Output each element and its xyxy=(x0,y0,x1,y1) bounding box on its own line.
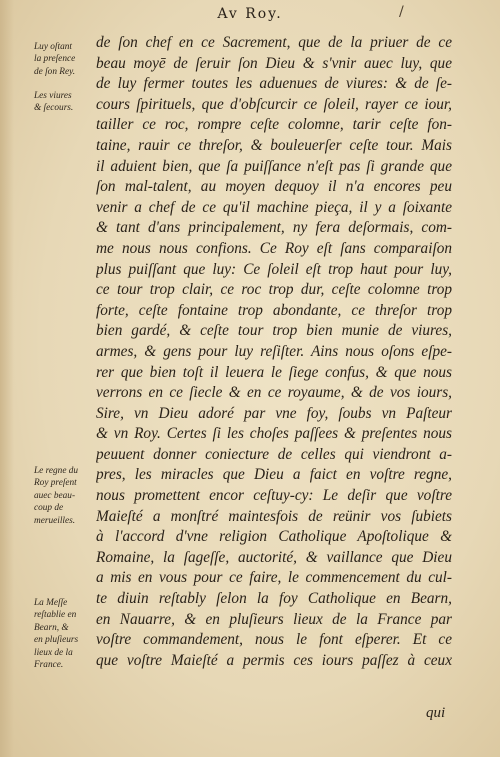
body-text xyxy=(96,33,452,671)
margin-note-line: auec beau- xyxy=(34,490,76,501)
running-head: Av Roy. xyxy=(217,6,283,22)
margin-note-line: Les viures xyxy=(34,91,72,101)
text-line: taine, rauir ce threſor, & bouleuerſer ceſte tour. Mais xyxy=(96,136,452,154)
margin-note-line: & ſecours. xyxy=(34,103,74,114)
text-line: rer que bien toſt il leuera le ſiege confus, & que nous xyxy=(96,363,452,381)
margin-note-3 xyxy=(34,465,102,527)
text-line: Romaine, la ſageſſe, auctorité, & vaillance que Dieu xyxy=(96,548,452,566)
text-line: venir a chef de ce qu'il machine pieça, il y a ſoixante xyxy=(96,198,452,216)
text-line: voſtre commandement, nous le font eſperer. Et ce xyxy=(96,631,452,649)
margin-note-line: Luy oſtant xyxy=(34,42,72,52)
margin-note-line: reſtablie en xyxy=(34,610,77,621)
text-line: en Nauarre, & en pluſieurs lieux de la France par xyxy=(96,610,452,628)
text-line: Maieſté a monſtré maintesfois de reünir vos ſubiets xyxy=(96,507,452,525)
text-line: me nous nous confions. Ce Roy eſt ſans comparaiſon xyxy=(96,239,452,257)
margin-note-line: Le regne du xyxy=(34,466,79,476)
margin-note-4 xyxy=(34,597,102,671)
margin-note-line: merueilles. xyxy=(34,515,76,526)
text-line: Sire, vn Dieu adoré par vne foy, ſoubs vn Paſteur xyxy=(96,404,452,422)
text-line: peuuent donner coniecture de celles qui viendront a- xyxy=(96,445,452,463)
margin-note-line: France. xyxy=(34,660,64,671)
text-line: forte, ceſte fontaine trop abondante, ce threſor trop xyxy=(96,301,452,319)
margin-note-line: Bearn, & xyxy=(34,622,69,633)
text-line: tailler ce roc, rompre ceſte colomne, tarir ceſte fon- xyxy=(96,116,452,134)
margin-note-1 xyxy=(34,41,102,78)
text-line: pres, les miracles que Dieu a faict en voſtre regne, xyxy=(96,466,452,484)
text-line: il aduient bien, que ſa puiſſance n'eſt pas ſi grande que xyxy=(96,157,452,175)
text-line: ſon mal-talent, au moyen dequoy il n'a encores peu xyxy=(96,178,452,196)
text-line: nous promettent encor ceſtuy-cy: Le deſir que voſtre xyxy=(96,487,452,505)
text-line: & tant d'ans principalement, ny fera deſormais, com- xyxy=(96,219,452,237)
text-line: à l'accord d'vne religion Catholique Apoſtolique & xyxy=(96,528,452,546)
text-line: cours ſpirituels, que d'obſcurcir ce ſoleil, rayer ce iour, xyxy=(96,95,452,113)
margin-note-line: coup de xyxy=(34,503,64,514)
text-line: armes, & gens pour luy reſiſter. Ains nous oſons eſpe- xyxy=(96,342,452,360)
page-shadow-edge xyxy=(0,0,14,757)
catchword: qui xyxy=(426,705,446,721)
text-line: & vn Roy. Certes ſi les choſes paſſees & preſentes nous xyxy=(96,425,452,443)
margin-note-2 xyxy=(34,90,102,115)
text-line: ce tour trop clair, ce roc trop dur, ceſte colomne trop xyxy=(96,281,452,299)
page-mark: / xyxy=(399,4,404,20)
text-line: bien gardé, & ceſte tour trop bien munie de viures, xyxy=(96,322,452,340)
text-line: de luy fermer toutes les aduenues de viures: & de ſe- xyxy=(96,75,452,93)
text-line: verrons en ce ſiecle & en ce royaume, & de vos iours, xyxy=(96,384,452,402)
margin-note-line: Roy preſent xyxy=(34,478,77,489)
margin-note-line: en pluſieurs xyxy=(34,635,79,646)
text-line: te diuin reſtably ſelon la foy Catholique en Bearn, xyxy=(96,590,452,608)
text-line: beau moyē de ſeruir ſon Dieu & s'vnir auec luy, que xyxy=(96,54,452,72)
text-line: a mis en vous pour ce faire, le commencement du cul- xyxy=(96,569,452,587)
text-line: que voſtre Maieſté a permis ces iours paſſez à ceux xyxy=(96,651,452,669)
margin-note-line: lieux de la xyxy=(34,647,73,658)
text-line: de ſon chef en ce Sacrement, que de la priuer de ce xyxy=(96,34,452,51)
text-line: plus puiſſant que luy: Ce ſoleil eſt trop haut pour luy, xyxy=(96,260,452,278)
margin-note-line: La Meſſe xyxy=(34,598,68,608)
margin-note-line: la preſence xyxy=(34,54,76,65)
margin-note-line: de ſon Rey. xyxy=(34,66,76,77)
